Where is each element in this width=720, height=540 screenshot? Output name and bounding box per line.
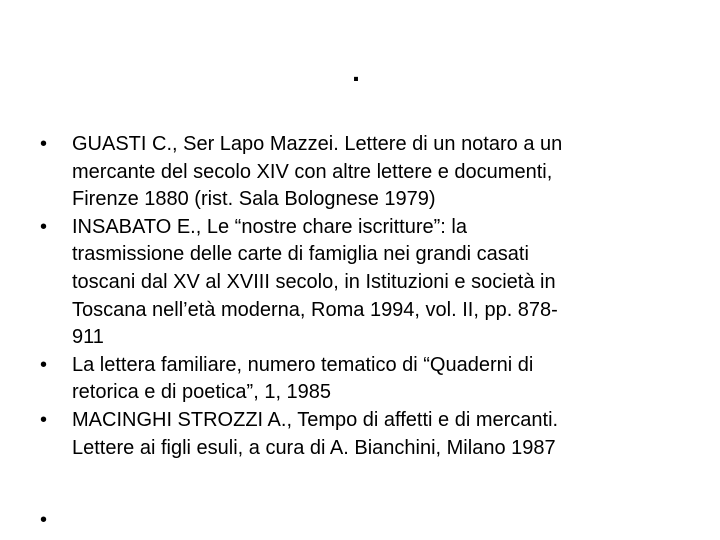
empty-bullet: • [40,509,48,531]
slide-title-text: . [352,56,360,87]
list-item: • GUASTI C., Ser Lapo Mazzei. Lettere di un notaro a un mercante del secolo XIV con altre lettere e documenti, Firenze 1880 (rist. Sala Bolognese 1979) [40,131,680,214]
list-item: • La lettera familiare, numero tematico di “Quaderni di retorica e di poetica”, 1, 1985 [40,352,680,407]
list-item: • MACINGHI STROZZI A., Tempo di affetti e di mercanti. Lettere ai figli esuli, a cura di A. Bianchini, Milano 1987 [40,407,680,462]
bibliography-list [40,131,680,462]
list-item: • INSABATO E., Le “nostre chare iscritture”: la trasmissione delle carte di famiglia nei grandi casati toscani dal XV al XVIII secolo, in Istituzioni e società in Toscana nell’età moderna, Roma 1994, vol. II, pp. 878- 911 [40,214,680,352]
slide-title [0,52,720,92]
